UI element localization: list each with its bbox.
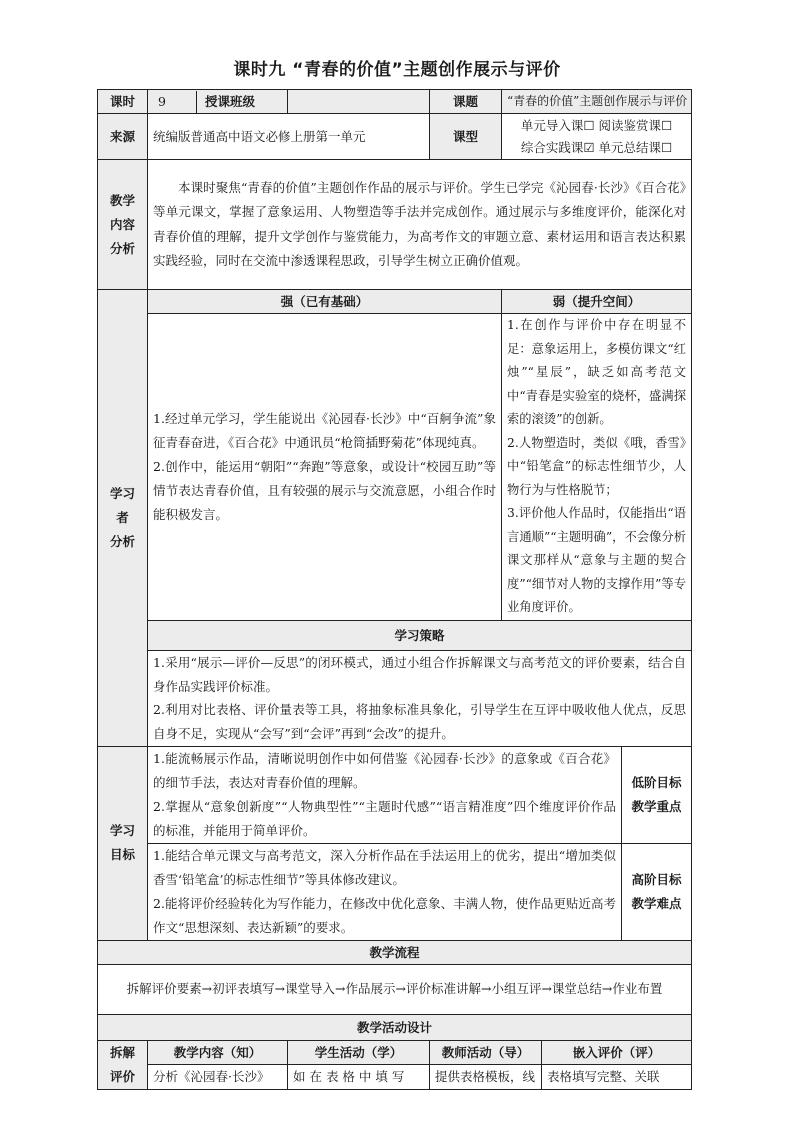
low-goal-item: 1.能流畅展示作品，清晰说明创作中如何借鉴《沁园春·长沙》的意象或《百合花》的细节手法，表达对青春价值的理解。 xyxy=(153,750,616,790)
col-teaching-content: 教学内容（知） xyxy=(148,1040,288,1065)
strategy-cell xyxy=(148,650,692,746)
label-learner-analysis: 学习 者 分析 xyxy=(98,290,148,747)
label-class: 授课班级 xyxy=(205,94,256,109)
lesson-type-options xyxy=(502,114,692,160)
strong-header: 强（已有基础） xyxy=(148,290,502,314)
activity-header: 教学活动设计 xyxy=(98,1014,692,1040)
class-value xyxy=(288,90,430,114)
high-goal-tag: 高阶目标 教学难点 xyxy=(622,843,692,940)
lesson-type-line-2: 综合实践课☑ 单元总结课☐ xyxy=(520,139,673,155)
lesson-number: 9 xyxy=(158,91,197,113)
high-goal-item: 1.能结合单元课文与高考范文，深入分析作品在手法运用上的优劣，提出“增加类似香雪‘铅笔盒’的标志性细节”等具体修改建议。 xyxy=(153,847,616,887)
strengths-cell xyxy=(148,314,502,621)
high-goals-cell xyxy=(148,843,622,940)
label-learning-goals: 学习 目标 xyxy=(98,746,148,940)
weaknesses-cell xyxy=(502,314,692,621)
activity-cell-teacher: 提供表格模板，线 xyxy=(430,1065,542,1090)
flow-header: 教学流程 xyxy=(98,940,692,964)
content-analysis-text: 本课时聚焦“青春的价值”主题创作作品的展示与评价。学生已学完《沁园春·长沙》《百合花》等单元课文，掌握了意象运用、人物塑造等手法并完成创作。通过展示与多维度评价，能深化对青春价值的理解，提升文学创作与鉴赏能力，为高考作文的审题立意、素材运用和语言表达积累实践经验，同时在交流中渗透课程思政，引导学生树立正确价值观。 xyxy=(148,160,692,290)
activity-cell-content: 分析《沁园春·长沙》 xyxy=(148,1065,288,1090)
strength-item: 1.经过单元学习，学生能说出《沁园春·长沙》中“百舸争流”象征青春奋进，《百合花》中通讯员“枪筒插野菊花”体现纯真。 xyxy=(153,410,496,450)
weakness-item: 3.评价他人作品时，仅能指出“语言通顺”“主题明确”，不会像分析课文那样从“意象与主题的契合度”“细节对人物的支撑作用”等专业角度评价。 xyxy=(507,506,687,614)
weak-header: 弱（提升空间） xyxy=(502,290,692,314)
strength-item: 2.创作中，能运用“朝阳”“奔跑”等意象，或设计“校园互助”等情节表达青春价值，且有较强的展示与交流意愿，小组合作时能积极发言。 xyxy=(153,458,496,522)
activity-cell-assessment: 表格填写完整、关联 xyxy=(542,1065,692,1090)
lesson-number-cell xyxy=(148,90,288,114)
label-content-analysis: 教学 内容 分析 xyxy=(98,160,148,290)
lesson-type-line-1: 单元导入课☐ 阅读鉴赏课☐ xyxy=(520,117,673,133)
activity-row-label: 拆解 评价 xyxy=(98,1040,148,1089)
label-type: 课型 xyxy=(430,114,502,160)
low-goal-item: 2.掌握从“意象创新度”“人物典型性”“主题时代感”“语言精准度”四个维度评价作品的标准，并能用于简单评价。 xyxy=(153,798,616,838)
strategy-item: 2.利用对比表格、评价量表等工具，将抽象标准具象化，引导学生在互评中吸收他人优点，反思自身不足，实现从“会写”到“会评”再到“会改”的提升。 xyxy=(153,702,687,741)
col-student-activity: 学生活动（学） xyxy=(288,1040,430,1065)
source-value: 统编版普通高中语文必修上册第一单元 xyxy=(148,114,430,160)
activity-cell-student: 如 在 表 格 中 填 写 xyxy=(288,1065,430,1090)
low-goals-cell xyxy=(148,746,622,843)
label-topic: 课题 xyxy=(430,90,502,114)
flow-text: 拆解评价要素→初评表填写→课堂导入→作品展示→评价标准讲解→小组互评→课堂总结→作业布置 xyxy=(98,964,692,1014)
high-goal-item: 2.能将评价经验转化为写作能力，在修改中优化意象、丰满人物，使作品更贴近高考作文“思想深刻、表达新颖”的要求。 xyxy=(153,895,616,935)
strategy-header: 学习策略 xyxy=(148,620,692,650)
topic-value: “青春的价值”主题创作展示与评价 xyxy=(502,90,692,114)
col-teacher-activity: 教师活动（导） xyxy=(430,1040,542,1065)
col-embedded-assessment: 嵌入评价（评） xyxy=(542,1040,692,1065)
label-source: 来源 xyxy=(98,114,148,160)
page-title: 课时九 “青春的价值”主题创作展示与评价 xyxy=(233,60,561,80)
strategy-item: 1.采用“展示—评价—反思”的闭环模式，通过小组合作拆解课文与高考范文的评价要素，结合自身作品实践评价标准。 xyxy=(153,655,687,694)
label-lesson: 课时 xyxy=(98,90,148,114)
weakness-item: 2.人物塑造时，类似《哦，香雪》中“铅笔盒”的标志性细节少，人物行为与性格脱节； xyxy=(507,435,687,497)
low-goal-tag: 低阶目标 教学重点 xyxy=(622,746,692,843)
weakness-item: 1.在创作与评价中存在明显不足：意象运用上，多模仿课文“红烛”“星辰”，缺乏如高考范文中“青春是实验室的烧杯，盛满探索的滚烫”的创新。 xyxy=(507,318,687,426)
lesson-plan-table xyxy=(97,89,692,1090)
